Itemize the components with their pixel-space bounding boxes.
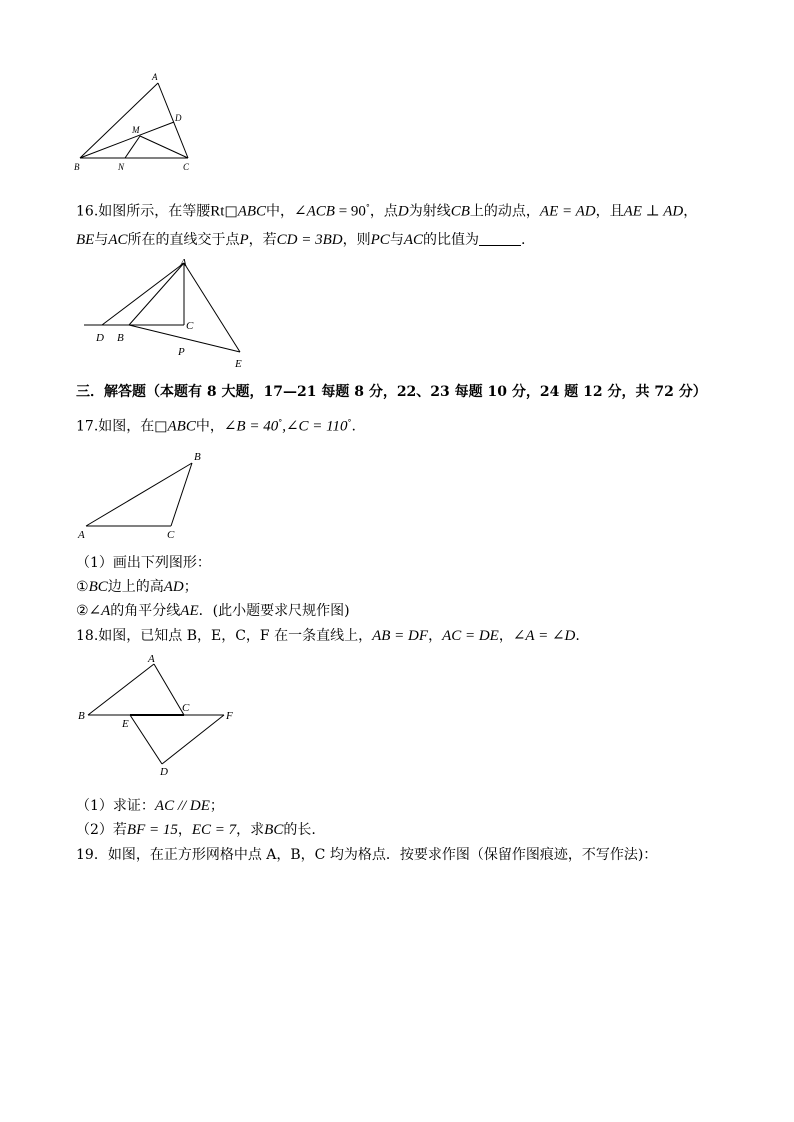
label-f: F bbox=[226, 710, 233, 722]
q18-part2: （2）若BF = 15，EC = 7，求BC的长. bbox=[76, 822, 316, 838]
seg-df bbox=[162, 715, 224, 764]
label-e: E bbox=[122, 718, 129, 730]
seg-ab bbox=[86, 463, 192, 526]
label-b: B bbox=[78, 710, 85, 722]
seg-ad bbox=[102, 263, 184, 325]
figure-triangle-mn bbox=[70, 70, 210, 175]
label-c: C bbox=[167, 529, 175, 541]
label-e: E bbox=[235, 358, 242, 370]
label-c: C bbox=[186, 320, 194, 332]
label-n: N bbox=[118, 162, 125, 172]
seg-bd bbox=[80, 122, 174, 158]
label-d: D bbox=[175, 113, 182, 123]
seg-ed bbox=[130, 715, 162, 764]
seg-ab bbox=[129, 263, 184, 325]
seg-ab bbox=[80, 83, 158, 158]
q17-item1: ①BC边上的高AD； bbox=[76, 579, 198, 595]
seg-ac bbox=[154, 664, 184, 715]
label-c: C bbox=[183, 162, 190, 172]
label-c: C bbox=[182, 702, 190, 714]
figure-q16 bbox=[80, 255, 255, 370]
q17-stem: 17.如图，在□ABC中，∠B = 40°,∠C = 110°. bbox=[76, 418, 356, 435]
label-a: A bbox=[180, 257, 187, 269]
label-a: A bbox=[152, 72, 158, 82]
q17-part1: （1）画出下列图形： bbox=[76, 555, 211, 571]
q17-item2: ②∠A的角平分线AE．(此小题要求尺规作图) bbox=[76, 603, 350, 619]
figure-q18 bbox=[74, 650, 244, 780]
q16-line2: BE与AC所在的直线交于点P，若CD = 3BD，则PC与AC的比值为 . bbox=[76, 232, 526, 248]
label-p: P bbox=[178, 346, 185, 358]
label-b: B bbox=[74, 162, 80, 172]
seg-ae bbox=[184, 263, 240, 352]
seg-ab bbox=[88, 664, 154, 715]
q16-line1: 16.如图所示，在等腰Rt□ABC中，∠ACB = 90°，点D为射线CB上的动点，AE = AD，且AE ⊥ AD， bbox=[76, 203, 698, 220]
label-d: D bbox=[160, 766, 168, 778]
label-a: A bbox=[78, 529, 85, 541]
q18-stem: 18.如图，已知点 B，E，C，F 在一条直线上，AB = DF，AC = DE，∠A = ∠D. bbox=[76, 628, 580, 644]
section-3-heading: 三．解答题（本题有 8 大题，17—21 每题 8 分，22、23 每题 10 分，24 题 12 分，共 72 分） bbox=[76, 384, 707, 400]
seg-mn bbox=[125, 136, 140, 158]
q19-stem: 19．如图，在正方形网格中点 A，B，C 均为格点．按要求作图（保留作图痕迹，不写作法)： bbox=[76, 847, 658, 863]
label-m: M bbox=[132, 125, 140, 135]
label-d: D bbox=[96, 332, 104, 344]
figure-q17 bbox=[72, 447, 212, 547]
answer-blank[interactable] bbox=[479, 231, 521, 246]
label-b: B bbox=[117, 332, 124, 344]
seg-bc bbox=[171, 463, 192, 526]
label-b: B bbox=[194, 451, 201, 463]
label-a: A bbox=[148, 653, 155, 665]
q18-part1: （1）求证：AC // DE； bbox=[76, 798, 224, 814]
